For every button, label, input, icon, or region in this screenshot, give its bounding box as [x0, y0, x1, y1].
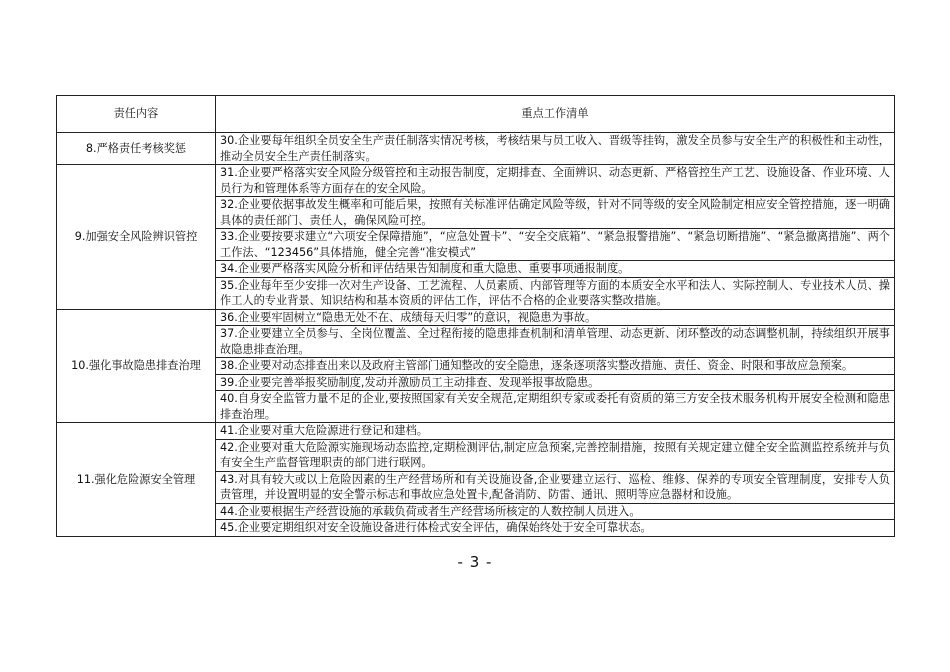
work-item-cell: 35.企业每年至少安排一次对生产设备、工艺流程、人员素质、内部管理等方面的本质安全水平和法人、实际控制人、专业技术人员、操作工人的专业背景、知识结构和基本资质的评估工作，评估不合格的企业要落实整改措施。: [216, 277, 895, 309]
header-key-work-list: 重点工作清单: [216, 96, 895, 133]
work-item-cell: 44.企业要根据生产经营设施的承载负荷或者生产经营场所核定的人数控制人员进入。: [216, 503, 895, 520]
work-item-cell: 45.企业要定期组织对安全设施设备进行体检式安全评估，确保始终处于安全可靠状态。: [216, 520, 895, 537]
work-item-cell: 41.企业要对重大危险源进行登记和建档。: [216, 423, 895, 440]
work-item-cell: 36.企业要牢固树立“隐患无处不在、成绩每天归零”的意识，视隐患为事故。: [216, 309, 895, 326]
work-item-cell: 39.企业要完善举报奖励制度,发动并激励员工主动排查、发现举报事故隐患。: [216, 374, 895, 391]
work-item-cell: 31.企业要严格落实安全风险分级管控和主动报告制度，定期排查、全面辨识、动态更新、严格管控生产工艺、设施设备、作业环境、人员行为和管理体系等方面存在的安全风险。: [216, 165, 895, 197]
work-item-cell: 37.企业要建立全员参与、全岗位覆盖、全过程衔接的隐患排查机制和清单管理、动态更新、闭环整改的动态调整机制，持续组织开展事故隐患排查治理。: [216, 326, 895, 358]
work-item-cell: 33.企业要按要求建立“六项安全保障措施”，“应急处置卡”、“安全交底箱”、“紧急报警措施”、“紧急切断措施”、“紧急撤离措施”、两个工作法、“123456”具体措施，健全完善“准安模式”: [216, 229, 895, 261]
table-row: [57, 165, 895, 197]
table-header-row: [57, 96, 895, 133]
category-cell: 11.强化危险源安全管理: [57, 423, 216, 537]
work-item-cell: 40.自身安全监管力量不足的企业,要按照国家有关安全规范,定期组织专家或委托有资质的第三方安全技术服务机构开展安全检测和隐患排查治理。: [216, 391, 895, 423]
category-cell: 8.严格责任考核奖惩: [57, 133, 216, 165]
work-item-cell: 30.企业要每年组织全员安全生产责任制落实情况考核，考核结果与员工收入、晋级等挂钩，激发全员参与安全生产的积极性和主动性，推动全员安全生产责任制落实。: [216, 133, 895, 165]
work-item-cell: 43.对具有较大或以上危险因素的生产经营场所和有关设施设备,企业要建立运行、巡检、维修、保养的专项安全管理制度，安排专人负责管理，并设置明显的安全警示标志和事故应急处置卡,配备消防、防雷、通讯、照明等应急器材和设施。: [216, 471, 895, 503]
page-number: - 3 -: [457, 553, 493, 571]
table-row: [57, 309, 895, 326]
table-row: [57, 133, 895, 165]
category-cell: 9.加强安全风险辨识管控: [57, 165, 216, 310]
category-cell: 10.强化事故隐患排查治理: [57, 309, 216, 423]
header-responsibility-content: 责任内容: [57, 96, 216, 133]
work-item-cell: 38.企业要对动态排查出来以及政府主管部门通知整改的安全隐患，逐条逐项落实整改措施、责任、资金、时限和事故应急预案。: [216, 358, 895, 375]
work-item-cell: 32.企业要依据事故发生概率和可能后果，按照有关标准评估确定风险等级，针对不同等级的安全风险制定相应安全管控措施，逐一明确具体的责任部门、责任人，确保风险可控。: [216, 197, 895, 229]
table-row: [57, 423, 895, 440]
responsibility-table: [56, 95, 895, 537]
work-item-cell: 42.企业要对重大危险源实施现场动态监控,定期检测评估,制定应急预案,完善控制措施，按照有关规定建立健全安全监测监控系统并与负有安全生产监督管理职责的部门进行联网。: [216, 439, 895, 471]
work-item-cell: 34.企业要严格落实风险分析和评估结果告知制度和重大隐患、重要事项通报制度。: [216, 261, 895, 278]
